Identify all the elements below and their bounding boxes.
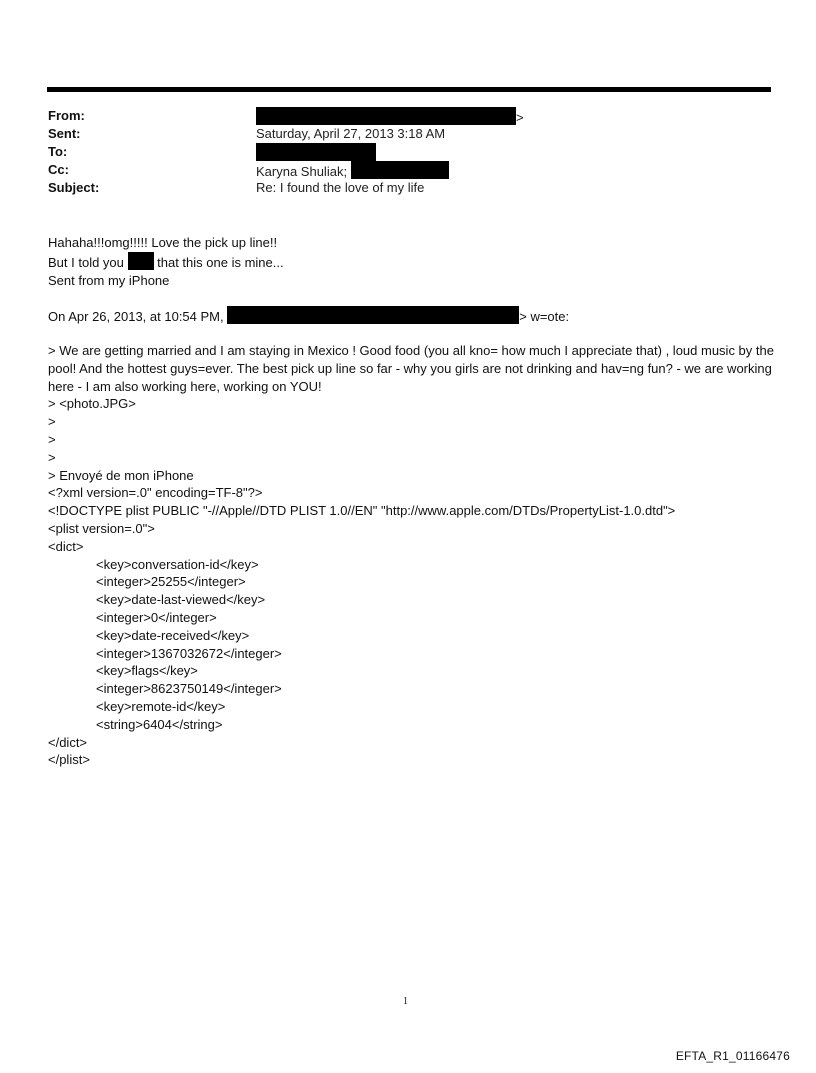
dict-close: </dict> bbox=[48, 734, 88, 750]
reply-line bbox=[48, 252, 778, 272]
signature-line: Sent from my iPhone bbox=[48, 272, 170, 288]
redaction-block bbox=[227, 306, 519, 324]
plist-entry: <key>flags</key> bbox=[96, 663, 198, 679]
plist-entry: <string>6404</string> bbox=[96, 716, 223, 732]
page-number: 1 bbox=[403, 996, 408, 1007]
redaction-block bbox=[256, 143, 376, 161]
plist-entry: <key>remote-id</key> bbox=[96, 698, 226, 714]
plist-doctype: <!DOCTYPE plist PUBLIC "-//Apple//DTD PLIST 1.0//EN" "http://www.apple.com/DTDs/PropertyList-1.0.dtd"> bbox=[48, 503, 676, 519]
to-value bbox=[256, 143, 376, 161]
from-label: From: bbox=[48, 108, 85, 123]
cc-name: Karyna Shuliak; bbox=[256, 164, 348, 179]
redaction-block bbox=[256, 107, 516, 125]
header-rule bbox=[47, 87, 771, 92]
cc-value bbox=[256, 161, 449, 179]
subject-value: Re: I found the love of my life bbox=[256, 180, 425, 195]
quoted-line: > <photo.JPG> bbox=[48, 396, 136, 412]
sent-label: Sent: bbox=[48, 126, 81, 141]
quote-date: On Apr 26, 2013, at 10:54 PM, bbox=[48, 309, 224, 324]
quoted-line: > bbox=[48, 431, 56, 447]
quote-attribution bbox=[48, 306, 778, 326]
quoted-line: > bbox=[48, 449, 56, 465]
to-label: To: bbox=[48, 144, 68, 159]
cc-label: Cc: bbox=[48, 162, 69, 177]
quoted-line: > bbox=[48, 414, 56, 430]
quoted-line: > Envoyé de mon iPhone bbox=[48, 467, 194, 483]
quoted-paragraph: > We are getting married and I am staying in Mexico ! Good food (you all kno= how much I appreciate that) , loud music by the pool! And the hottest guys=ever. The best pick up line so far - why you girls are not drinking and hav=ng fun? - we are working here - I am also working here, working on YOU! bbox=[48, 343, 774, 394]
reply-text: that this one is mine... bbox=[157, 254, 284, 270]
redaction-block bbox=[351, 161, 449, 179]
dict-open: <dict> bbox=[48, 538, 84, 554]
sent-value: Saturday, April 27, 2013 3:18 AM bbox=[256, 126, 446, 141]
reply-text: But I told you bbox=[48, 254, 124, 270]
bates-number: EFTA_R1_01166476 bbox=[675, 1049, 790, 1063]
plist-open: <plist version=.0"> bbox=[48, 520, 155, 536]
plist-entry: <key>date-received</key> bbox=[96, 627, 250, 643]
from-suffix: > bbox=[516, 110, 524, 125]
subject-label: Subject: bbox=[48, 180, 100, 195]
reply-body bbox=[48, 234, 778, 289]
redaction-block bbox=[128, 252, 154, 270]
quote-wrote: > w=ote: bbox=[519, 309, 570, 324]
quoted-message bbox=[48, 342, 778, 769]
reply-line: Hahaha!!!omg!!!!! Love the pick up line!! bbox=[48, 235, 278, 250]
quote-attribution-line bbox=[48, 306, 778, 326]
plist-xml-decl: <?xml version=.0" encoding=TF-8"?> bbox=[48, 485, 263, 501]
plist-entry: <integer>0</integer> bbox=[96, 609, 217, 625]
plist-entry: <key>date-last-viewed</key> bbox=[96, 592, 266, 608]
from-value bbox=[256, 107, 524, 125]
plist-entry: <integer>1367032672</integer> bbox=[96, 645, 282, 661]
plist-entry: <integer>25255</integer> bbox=[96, 574, 246, 590]
plist-entry: <integer>8623750149</integer> bbox=[96, 681, 282, 697]
plist-close: </plist> bbox=[48, 752, 90, 768]
plist-entry: <key>conversation-id</key> bbox=[96, 556, 259, 572]
